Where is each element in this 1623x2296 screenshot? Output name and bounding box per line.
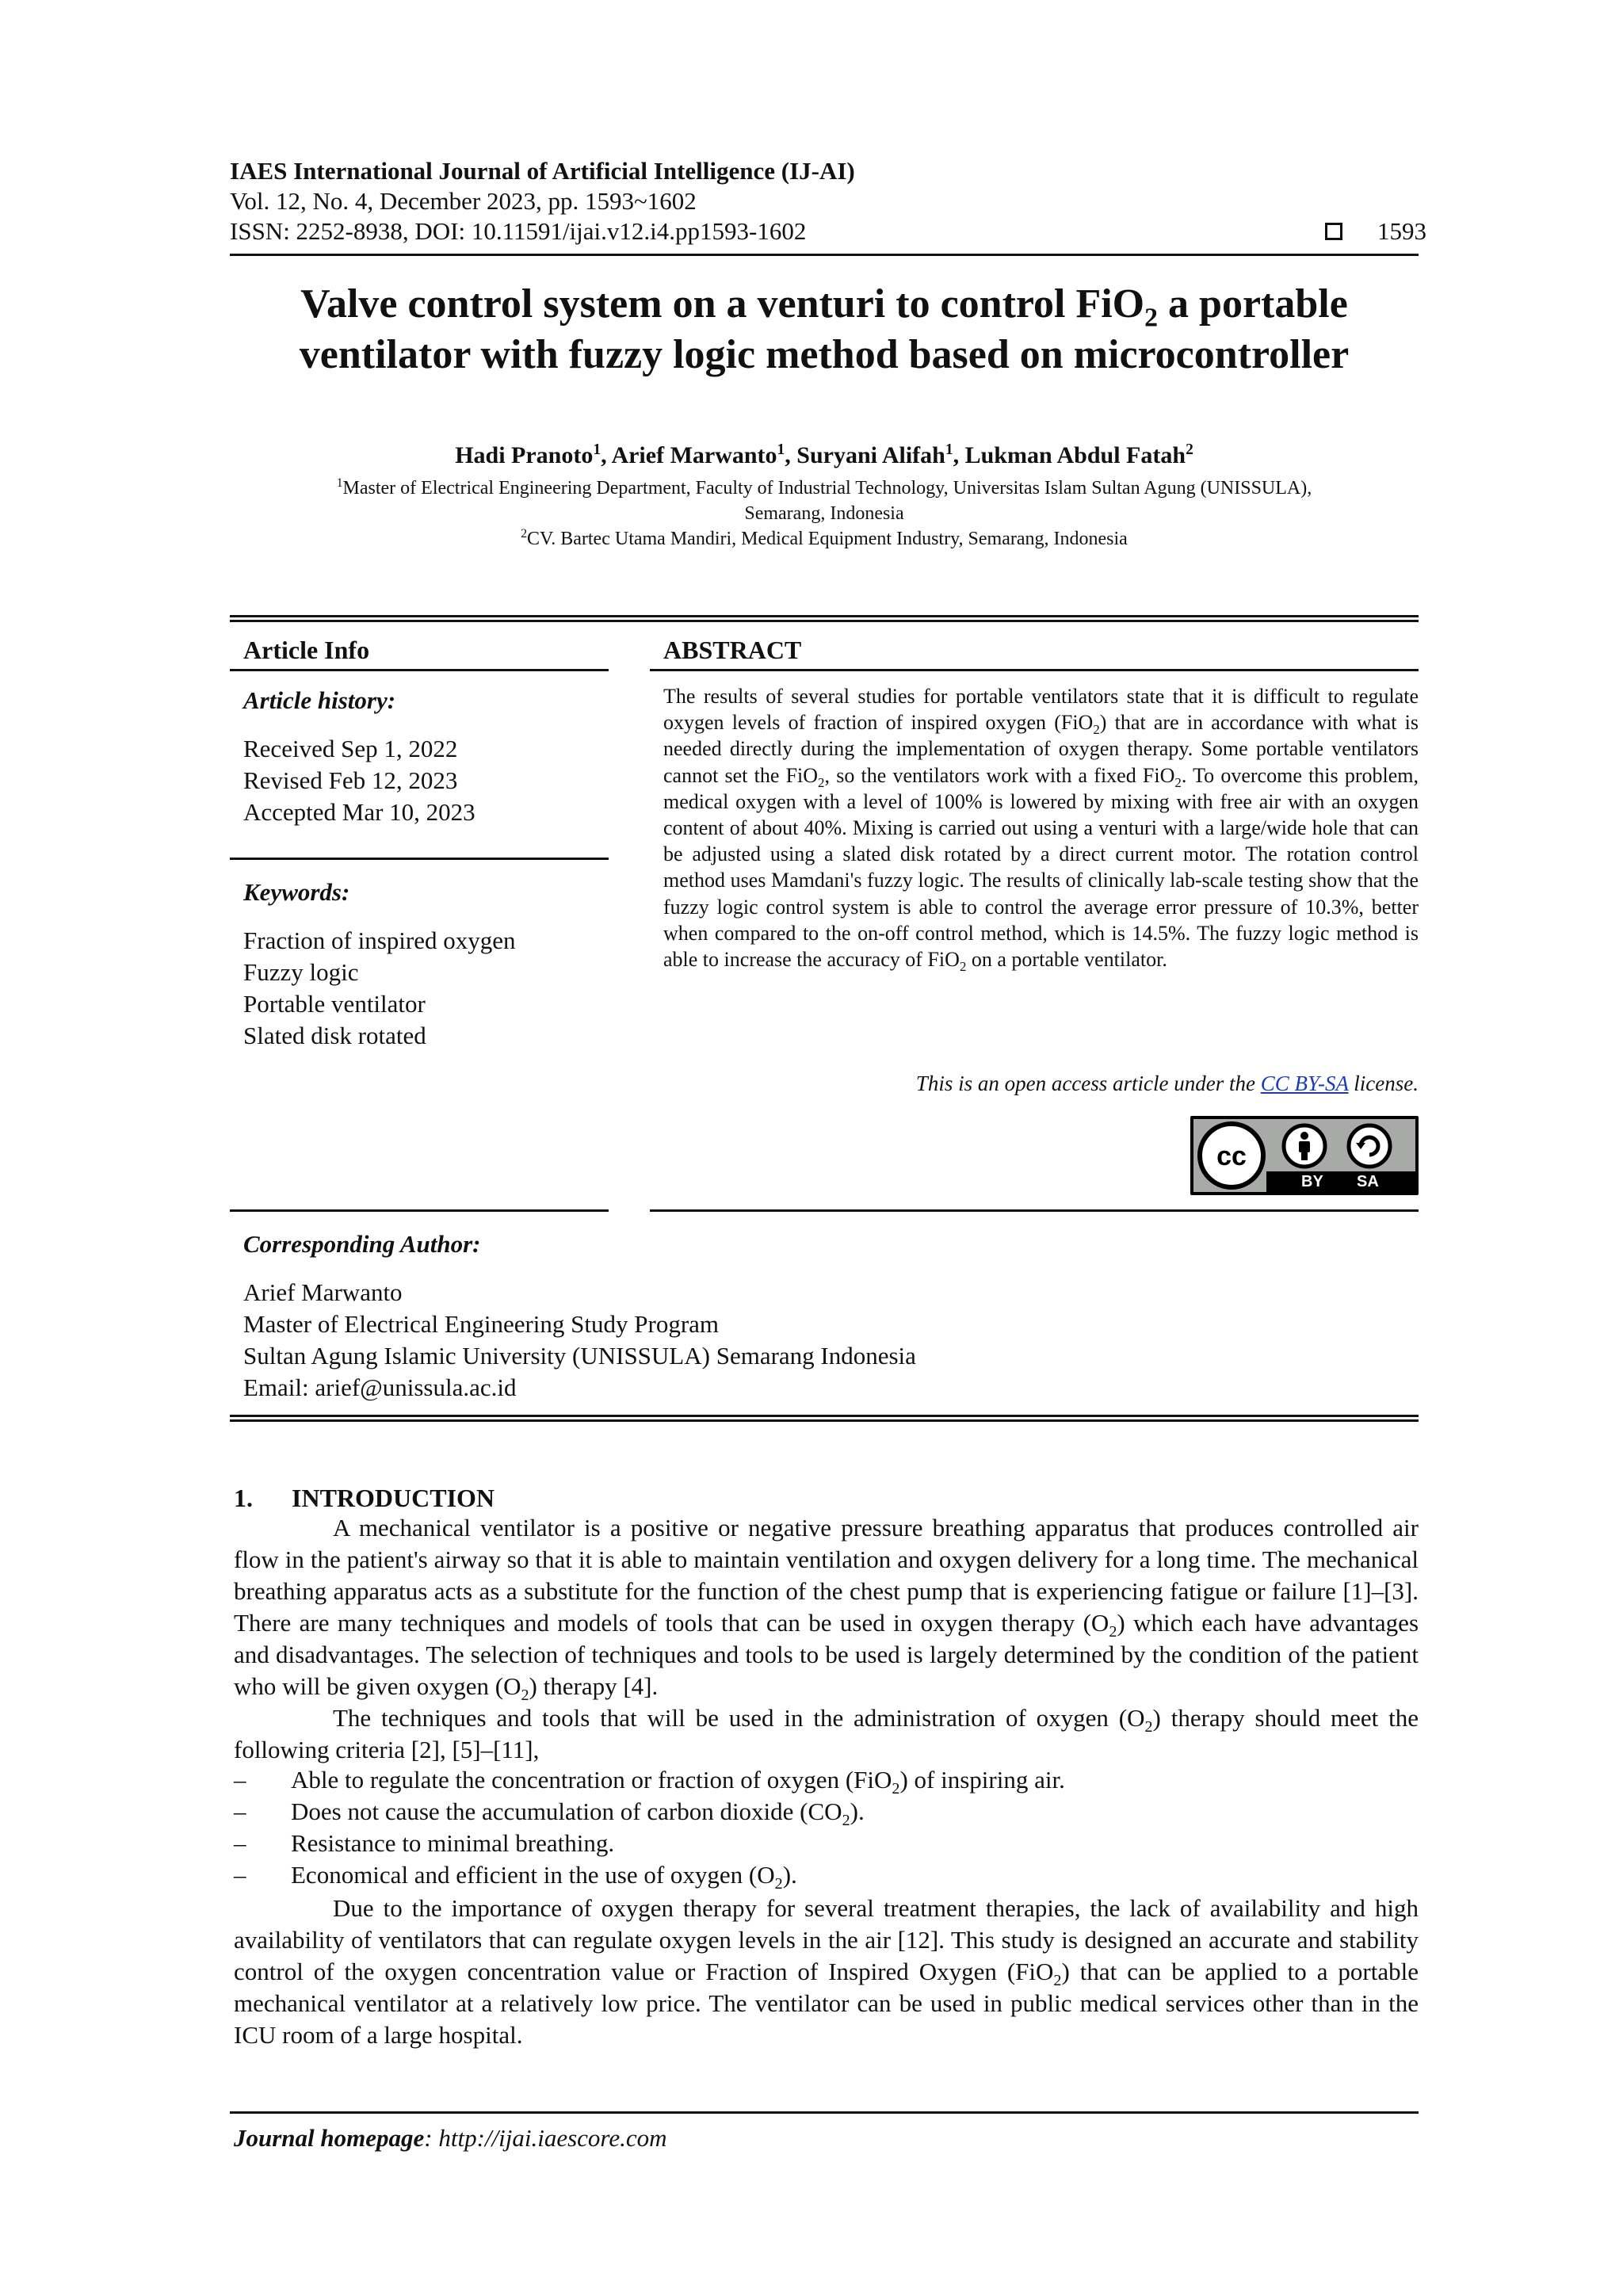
title-line1-end: a portable	[1158, 281, 1348, 327]
paper-title	[230, 279, 1419, 380]
intro-p1-part: ) which each have advantages and disadvantages. The selection of techniques and tools to be used is largely determined by the condition of the patient who will be given oxygen (O	[234, 1609, 1419, 1700]
abstract-part: , so the ventilators work with a fixed FiO	[824, 763, 1175, 787]
abstract-part: . To overcome this problem, medical oxygen with a level of 100% is lowered by mixing with free air with an oxygen content of about 40%. Mixing is carried out using a venturi with a large/wide hole that can be adjusted using a slated disk rotated by a direct current motor. The rotation control method uses Mamdani's fuzzy logic. The results of clinically lab-scale testing show that the fuzzy logic control system is able to control the average error pressure of 10.3%, better when compared to the on-off control method, which is 14.5%. The fuzzy logic method is able to increase the accuracy of FiO	[663, 763, 1419, 972]
title-subscript: 2	[1144, 303, 1159, 333]
bullet-text: Resistance to minimal breathing.	[291, 1829, 615, 1857]
keyword-item: Fuzzy logic	[243, 958, 359, 986]
journal-homepage	[234, 2124, 667, 2153]
journal-name: IAES International Journal of Artificial Intelligence (IJ-AI)	[230, 157, 855, 185]
footer-rule	[230, 2111, 1419, 2114]
received-date: Received Sep 1, 2022	[243, 735, 458, 762]
infobox-top-rule	[230, 615, 1419, 617]
corresponding-heading: Corresponding Author:	[243, 1230, 481, 1258]
abstract-part: ) that are in accordance with what is needed directly during the implementation of oxygen therapy. Some portable ventilators cannot set the FiO	[663, 711, 1419, 787]
homepage-link[interactable]: http://ijai.iaescore.com	[438, 2124, 667, 2152]
abstract-bottom-rule	[650, 1209, 1419, 1212]
share-alike-icon	[1346, 1122, 1393, 1170]
bullet-dash: –	[234, 1797, 246, 1825]
accepted-date: Accepted Mar 10, 2023	[243, 798, 475, 826]
abstract-rule	[650, 669, 1419, 671]
bullet-part: Economical and efficient in the use of oxygen (O	[291, 1861, 775, 1889]
affiliation-2	[230, 526, 1419, 552]
page-number: 1593	[1377, 217, 1426, 245]
author-3: , Suryani Alifah	[785, 442, 945, 468]
affiliation-2-mark: 2	[521, 527, 527, 541]
keyword-item: Fraction of inspired oxygen	[243, 926, 516, 954]
bullet-dash: –	[234, 1861, 246, 1889]
intro-p1-part: ) therapy [4].	[529, 1672, 659, 1700]
bullet-part: ) of inspiring air.	[899, 1766, 1065, 1794]
bullet-text	[291, 1766, 1065, 1798]
header-rule	[230, 254, 1419, 256]
abstract-heading: ABSTRACT	[663, 636, 802, 664]
title-line1: Valve control system on a venturi to control FiO	[300, 281, 1145, 327]
author-1: Hadi Pranoto	[455, 442, 594, 468]
bullet-part: ).	[850, 1797, 865, 1825]
keywords-heading: Keywords:	[243, 878, 350, 906]
homepage-separator: :	[424, 2124, 439, 2152]
affiliation-1-line1: Master of Electrical Engineering Department, Faculty of Industrial Technology, Universitas Islam Sultan Agung (UNISSULA),	[342, 478, 1312, 499]
author-3-affil: 1	[945, 441, 953, 458]
intro-paragraph-1	[234, 1512, 1419, 1705]
badge-by-label: BY	[1301, 1173, 1323, 1190]
keyword-item: Slated disk rotated	[243, 1022, 426, 1049]
corresponding-dept: Master of Electrical Engineering Study Program	[243, 1310, 720, 1338]
article-history-heading: Article history:	[243, 686, 396, 714]
infobox-bottom-rule-2	[230, 1419, 1419, 1422]
revised-date: Revised Feb 12, 2023	[243, 766, 458, 794]
badge-sa-label: SA	[1357, 1173, 1379, 1190]
author-1-affil: 1	[593, 441, 601, 458]
abstract-subscript: 2	[1093, 722, 1100, 738]
intro-p2-subscript: 2	[1144, 1718, 1153, 1736]
abstract-text	[663, 683, 1419, 975]
bullet-text	[291, 1797, 865, 1830]
intro-p3-part: ) that can be applied to a portable mechanical ventilator at a relatively low price. The ventilator can be used in public medical services other than in the ICU room of a large hospital.	[234, 1958, 1419, 2049]
license-prefix: This is an open access article under the	[915, 1072, 1261, 1095]
cc-by-sa-link[interactable]: CC BY-SA	[1260, 1072, 1349, 1095]
infobox-top-rule-2	[230, 620, 1419, 622]
volume-info: Vol. 12, No. 4, December 2023, pp. 1593~1602	[230, 187, 697, 215]
author-2: , Arief Marwanto	[601, 442, 777, 468]
bullet-dash: –	[234, 1829, 246, 1857]
bullet-part: ).	[782, 1861, 797, 1889]
bullet-part: Does not cause the accumulation of carbon dioxide (CO	[291, 1797, 842, 1825]
corresponding-email: Email: arief@unissula.ac.id	[243, 1373, 517, 1401]
affiliation-1-line2: Semarang, Indonesia	[744, 503, 904, 524]
article-info-heading: Article Info	[243, 636, 370, 664]
keyword-item: Portable ventilator	[243, 990, 426, 1018]
abstract-part: The results of several studies for portable ventilators state that it is difficult to regulate oxygen levels of fraction of inspired oxygen (FiO	[663, 685, 1419, 735]
intro-p1-subscript: 2	[521, 1687, 529, 1705]
corresponding-name: Arief Marwanto	[243, 1278, 403, 1306]
abstract-part: on a portable ventilator.	[966, 948, 1167, 972]
affiliation-2-text: CV. Bartec Utama Mandiri, Medical Equipment Industry, Semarang, Indonesia	[526, 529, 1128, 549]
author-list	[230, 442, 1419, 469]
homepage-label: Journal homepage	[234, 2124, 425, 2152]
bullet-subscript: 2	[842, 1812, 850, 1830]
license-suffix: license.	[1348, 1072, 1419, 1095]
affiliation-1	[230, 476, 1419, 526]
abstract-subscript: 2	[959, 959, 967, 975]
intro-p3-part: Due to the importance of oxygen therapy for several treatment therapies, the lack of availability and high availability of ventilators that can regulate oxygen levels in the air [12]. This study is designed an accurate and stability control of the oxygen concentration value or Fraction of Inspired Oxygen (FiO	[234, 1894, 1419, 1985]
bullet-subscript: 2	[892, 1780, 900, 1798]
intro-p1-subscript: 2	[1109, 1623, 1117, 1641]
author-2-affil: 1	[777, 441, 785, 458]
title-line2: ventilator with fuzzy logic method based on microcontroller	[299, 332, 1350, 377]
intro-paragraph-2	[234, 1702, 1419, 1766]
bullet-text	[291, 1861, 797, 1893]
section-heading: INTRODUCTION	[292, 1484, 495, 1512]
section-number: 1.	[234, 1484, 253, 1512]
intro-paragraph-3	[234, 1893, 1419, 2051]
cc-logo-icon	[1197, 1121, 1266, 1190]
author-4-affil: 2	[1186, 441, 1193, 458]
article-info-rule	[230, 669, 609, 671]
affiliation-1-mark: 1	[336, 476, 343, 490]
intro-p2-part: ) therapy should meet the following criteria [2], [5]–[11],	[234, 1704, 1419, 1763]
corresponding-rule	[230, 1209, 609, 1212]
intro-p3-subscript: 2	[1053, 1972, 1062, 1990]
intro-p1-part: A mechanical ventilator is a positive or negative pressure breathing apparatus that produces controlled air flow in the patient's airway so that it is able to maintain ventilation and oxygen delivery for a long time. The mechanical breathing apparatus acts as a substitute for the function of the chest pump that is experiencing fatigue or failure [1]–[3]. There are many techniques and models of tools that can be used in oxygen therapy (O	[234, 1514, 1419, 1637]
abstract-subscript: 2	[1174, 774, 1182, 790]
cc-by-sa-badge-icon[interactable]	[1190, 1116, 1419, 1195]
corresponding-univ: Sultan Agung Islamic University (UNISSULA) Semarang Indonesia	[243, 1342, 916, 1370]
abstract-subscript: 2	[818, 774, 825, 790]
infobox-bottom-rule	[230, 1415, 1419, 1417]
attribution-icon	[1281, 1122, 1328, 1170]
bullet-dash: –	[234, 1766, 246, 1794]
license-statement	[663, 1072, 1419, 1096]
svg-text:cc: cc	[1216, 1141, 1247, 1171]
intro-p2-part: The techniques and tools that will be used in the administration of oxygen (O	[333, 1704, 1145, 1732]
square-bullet-icon	[1325, 223, 1342, 240]
keywords-rule	[230, 858, 609, 860]
bullet-subscript: 2	[774, 1875, 783, 1893]
author-4: , Lukman Abdul Fatah	[953, 442, 1186, 468]
issn-doi: ISSN: 2252-8938, DOI: 10.11591/ijai.v12.i4.pp1593-1602	[230, 217, 807, 245]
bullet-part: Able to regulate the concentration or fraction of oxygen (FiO	[291, 1766, 892, 1794]
